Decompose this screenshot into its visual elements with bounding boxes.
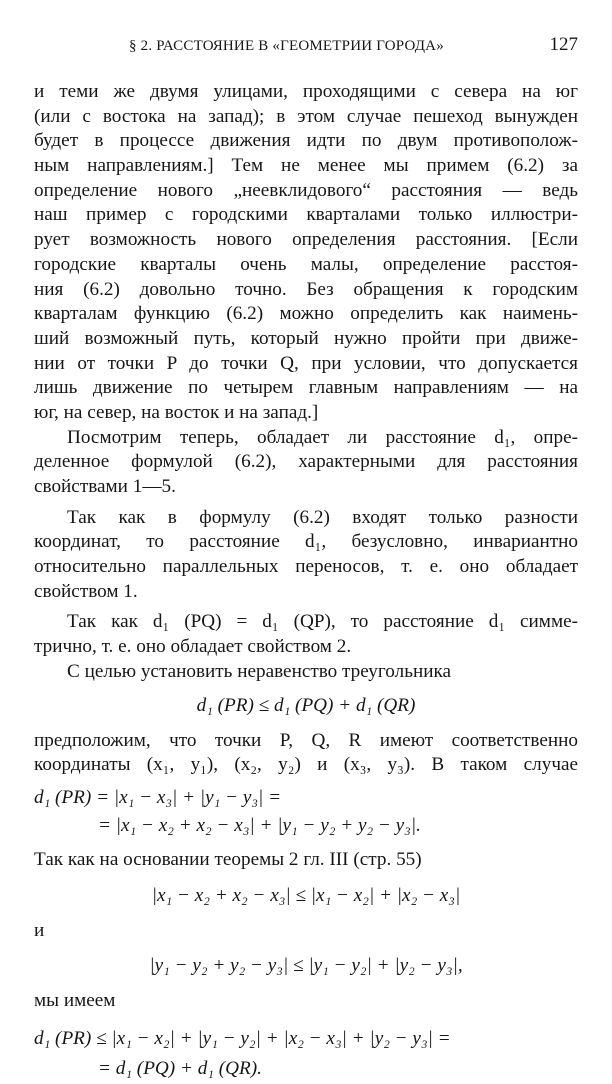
paragraph-5: С целью установить неравенство треугольника <box>67 660 452 682</box>
text-line: юг, на север, на восток и на запад.] <box>34 401 319 423</box>
paragraph-4 <box>34 610 578 659</box>
text-line: координаты (x₁, y₁), (x₂, y₂) и (x₃, y₃). В таком случае <box>34 754 578 776</box>
text-line: ший возможный путь, который нужно пройти при движе- <box>34 327 578 349</box>
equation-triangle-inequality: d₁ (PR) ≤ d₁ (PQ) + d₁ (QR) <box>196 694 416 716</box>
text-line: деленное формулой (6.2), характерными для расстояния <box>34 451 578 473</box>
paragraph-3 <box>34 506 578 605</box>
text-line: Так как в формулу (6.2) входят только разности <box>67 506 578 528</box>
text-line: относительно параллельных переносов, т. е. оно обладает <box>34 556 578 578</box>
text-line: лишь движение по четырем главным направлениям — на <box>34 377 578 399</box>
text-line: ния (6.2) довольно точно. Без обращения к городским <box>34 278 578 300</box>
equation-x-inequality: |x₁ − x₂ + x₂ − x₃| ≤ |x₁ − x₂| + |x₂ − x₃| <box>151 884 461 906</box>
paragraph-8: мы имеем <box>34 990 116 1012</box>
text-line: будет в процессе движения идти по двум противополож- <box>34 130 578 152</box>
equation-row: d₁ (PR) = |x₁ − x₃| + |y₁ − y₃| = <box>34 786 282 808</box>
running-title: § 2. РАССТОЯНИЕ В «ГЕОМЕТРИИ ГОРОДА» <box>129 38 444 54</box>
text-line: ным направлениям.] Тем не менее мы примем (6.2) за <box>34 155 578 177</box>
equation-y-inequality: |y₁ − y₂ + y₂ − y₃| ≤ |y₁ − y₂| + |y₂ − y₃|, <box>149 955 463 977</box>
text-line: (или с востока на запад); в этом случае пешеход вынужден <box>34 105 578 127</box>
text-line: Так как d₁ (PQ) = d₁ (QP), то расстояние d₁ симме- <box>67 611 578 633</box>
text-line: определение нового „неевклидового“ расстояния — ведь <box>34 179 578 201</box>
paragraph-7: Так как на основании теоремы 2 гл. III (стр. 55) <box>34 848 422 870</box>
text-line: городские кварталы очень малы, определение расстоя- <box>34 253 578 275</box>
equation-row: d₁ (PR) ≤ |x₁ − x₂| + |y₁ − y₂| + |x₂ − x₃| + |y₂ − y₃| = <box>34 1027 451 1049</box>
text-line: нии от точки P до точки Q, при условии, что допускается <box>34 352 578 374</box>
paragraph-6 <box>34 729 578 778</box>
word-and: и <box>34 919 45 941</box>
page-header <box>129 34 578 60</box>
paragraph-1 <box>34 80 578 426</box>
text-line: Посмотрим теперь, обладает ли расстояние d₁, опре- <box>67 426 578 448</box>
text-line: кварталам функцию (6.2) можно определить как наимень- <box>34 303 578 325</box>
text-line: предположим, что точки P, Q, R имеют соответственно <box>34 729 578 751</box>
text-line: и теми же двумя улицами, проходящими с севера на юг <box>34 81 578 102</box>
text-line: свойством 1. <box>34 580 138 602</box>
equation-row: = d₁ (PQ) + d₁ (QR). <box>98 1057 262 1079</box>
text-line: наш пример с городскими кварталами только иллюстри- <box>34 204 578 226</box>
text-line: свойствами 1—5. <box>34 476 176 497</box>
equation-final <box>34 1024 578 1084</box>
page-number: 127 <box>549 34 578 55</box>
text-line: рует возможность нового определения расстояния. [Если <box>34 229 578 251</box>
text-line: трично, т. е. оно обладает свойством 2. <box>34 636 352 658</box>
equation-row: = |x₁ − x₂ + x₂ − x₃| + |y₁ − y₂ + y₂ − y₃|. <box>98 814 421 836</box>
paragraph-2 <box>34 426 578 500</box>
text-line: координат, то расстояние d₁, безусловно, инвариантно <box>34 531 578 553</box>
equation-expansion <box>34 784 578 840</box>
page-body <box>34 80 578 1084</box>
